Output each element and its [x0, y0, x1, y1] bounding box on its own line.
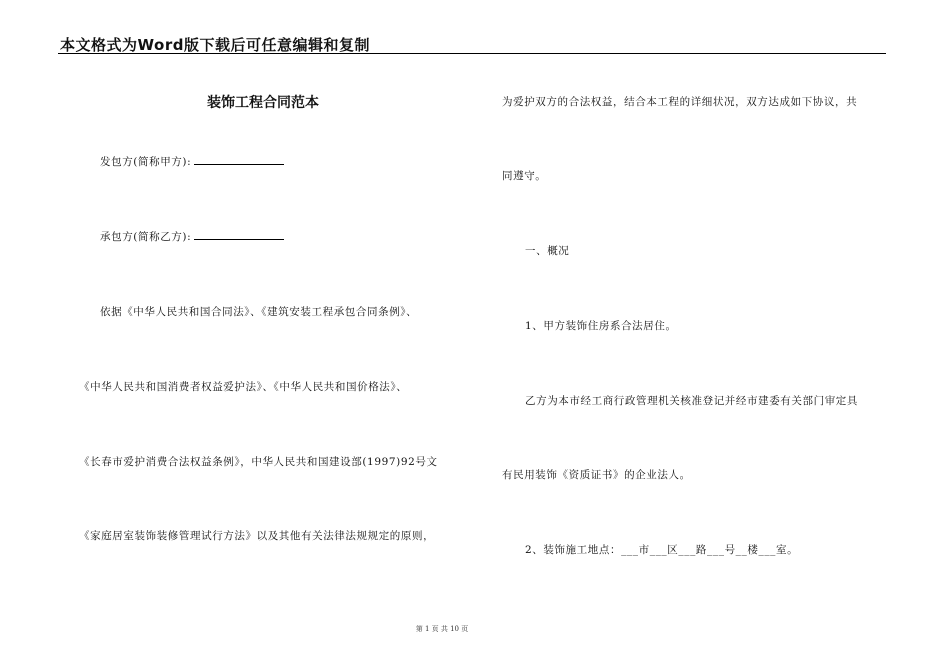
body-line: 《家庭居室装饰装修管理试行方法》以及其他有关法律法规规定的原则， — [79, 530, 435, 542]
section-heading: 一、概况 — [525, 245, 570, 257]
body-line: 《中华人民共和国消费者权益爱护法》、《中华人民共和国价格法》、 — [79, 381, 408, 393]
body-line: 2、装饰施工地点：___市___区___路___号__楼___室。 — [525, 544, 799, 556]
body-line: 乙方为本市经工商行政管理机关核准登记并经市建委有关部门审定具 — [525, 395, 858, 407]
body-line: 有民用装饰《资质证书》的企业法人。 — [502, 469, 691, 481]
body-line: 同遵守。 — [502, 170, 547, 182]
party-b-line — [100, 229, 284, 244]
body-line: 为爱护双方的合法权益，结合本工程的详细状况，双方达成如下协议，共 — [502, 96, 858, 108]
body-line: 《长春市爱护消费合法权益条例》，中华人民共和国建设部(1997)92号文 — [79, 456, 438, 468]
banner-divider — [58, 53, 886, 54]
party-a-label: 发包方(简称甲方): — [100, 156, 192, 168]
party-b-blank — [194, 229, 284, 240]
party-a-blank — [194, 154, 284, 165]
body-line: 依据《中华人民共和国合同法》、《建筑安装工程承包合同条例》、 — [100, 306, 418, 318]
document-banner: 本文格式为Word版下载后可任意编辑和复制 — [60, 36, 370, 54]
document-title: 装饰工程合同范本 — [207, 95, 319, 111]
party-a-line — [100, 154, 284, 169]
party-b-label: 承包方(简称乙方): — [100, 231, 192, 243]
page-number: 第 1 页 共 10 页 — [415, 625, 469, 633]
body-line: 1、甲方装饰住房系合法居住。 — [525, 320, 677, 332]
